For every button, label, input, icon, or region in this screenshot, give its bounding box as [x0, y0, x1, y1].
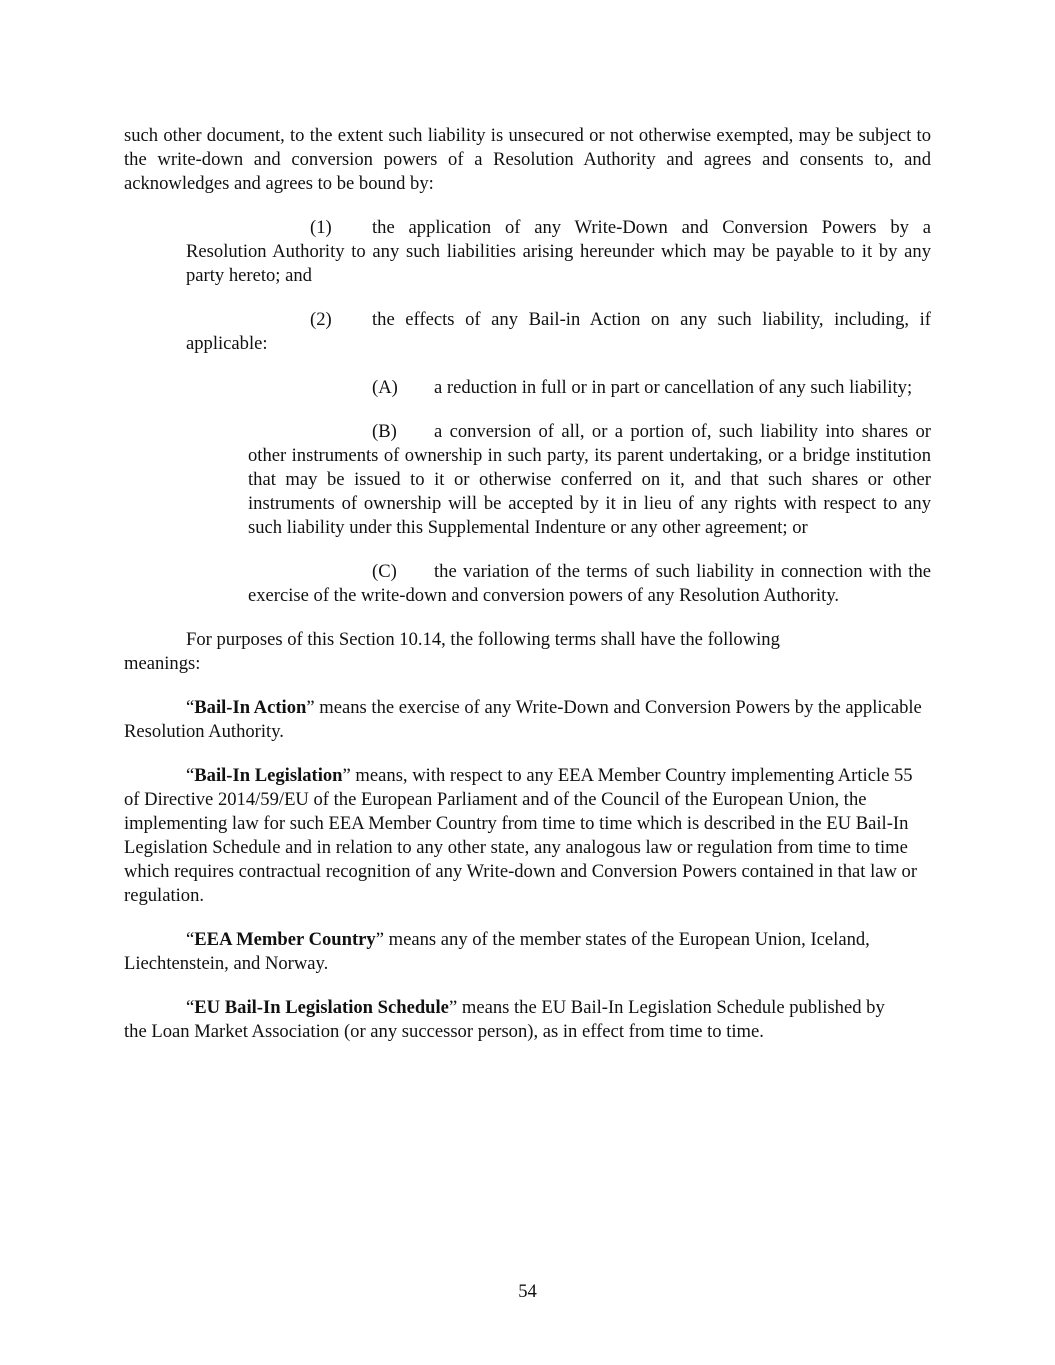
open-quote: “: [186, 929, 195, 950]
item-2: [186, 308, 931, 356]
definition-text: ” means any of the member states of the European Union, Iceland, Liechtenstein, and Norway.: [124, 929, 870, 974]
item-b: [248, 420, 931, 540]
defined-term: EU Bail-In Legislation Schedule: [194, 997, 449, 1018]
item-a-label: (A): [372, 377, 398, 398]
purposes-paragraph: For purposes of this Section 10.14, the following terms shall have the following meanings:: [124, 629, 780, 674]
definition-bail-in-legislation: [124, 764, 931, 908]
item-1-text: the application of any Write-Down and Conversion Powers by a Resolution Authority to any such liabilities arising hereunder which may be payable to it by any party hereto; and: [186, 217, 931, 286]
item-1: [186, 216, 931, 288]
definition-eu-bail-in-legislation-schedule: [124, 996, 931, 1044]
item-a-text: a reduction in full or in part or cancellation of any such liability;: [434, 377, 913, 398]
item-2-text: the effects of any Bail-in Action on any such liability, including, if applicable:: [186, 309, 931, 354]
defined-term: EEA Member Country: [194, 929, 376, 950]
item-c-label: (C): [372, 561, 397, 582]
defined-term: Bail-In Action: [194, 697, 307, 718]
open-quote: “: [186, 997, 195, 1018]
definition-text: ” means the exercise of any Write-Down and Conversion Powers by the applicable Resolution Authority.: [124, 697, 922, 742]
item-a: [248, 376, 931, 400]
item-1-label: (1): [310, 217, 332, 238]
open-quote: “: [186, 765, 195, 786]
document-page: [124, 124, 931, 1044]
page-number: 54: [518, 1281, 537, 1302]
definition-bail-in-action: [124, 696, 931, 744]
definition-text: ” means the EU Bail-In Legislation Schedule published by the Loan Market Association (or any successor person), as in effect from time to time.: [124, 997, 885, 1042]
intro-paragraph: such other document, to the extent such liability is unsecured or not otherwise exempted, may be subject to the write-down and conversion powers of a Resolution Authority and agrees and consents to, and acknowledges and agrees to be bound by:: [124, 125, 931, 194]
definition-eea-member-country: [124, 928, 931, 976]
definition-text: ” means, with respect to any EEA Member Country implementing Article 55 of Directive 2014/59/EU of the European Parliament and of the Council of the European Union, the implementing law for such EEA Member Country from time to time which is described in the EU Bail-In Legislation Schedule and in relation to any other state, any analogous law or regulation from time to time which requires contractual recognition of any Write-down and Conversion Powers contained in that law or regulation.: [124, 765, 918, 906]
open-quote: “: [186, 697, 195, 718]
item-c: [248, 560, 931, 608]
defined-term: Bail-In Legislation: [194, 765, 343, 786]
item-b-text: a conversion of all, or a portion of, such liability into shares or other instruments of ownership in such party, its parent undertaking, or a bridge institution that may be issued to it or otherwise conferred on it, and that such shares or other instruments of ownership will be accepted by it in lieu of any rights with respect to any such liability under this Supplemental Indenture or any other agreement; or: [248, 421, 931, 538]
item-b-label: (B): [372, 421, 397, 442]
item-c-text: the variation of the terms of such liability in connection with the exercise of the write-down and conversion powers of any Resolution Authority.: [248, 561, 931, 606]
item-2-label: (2): [310, 309, 332, 330]
